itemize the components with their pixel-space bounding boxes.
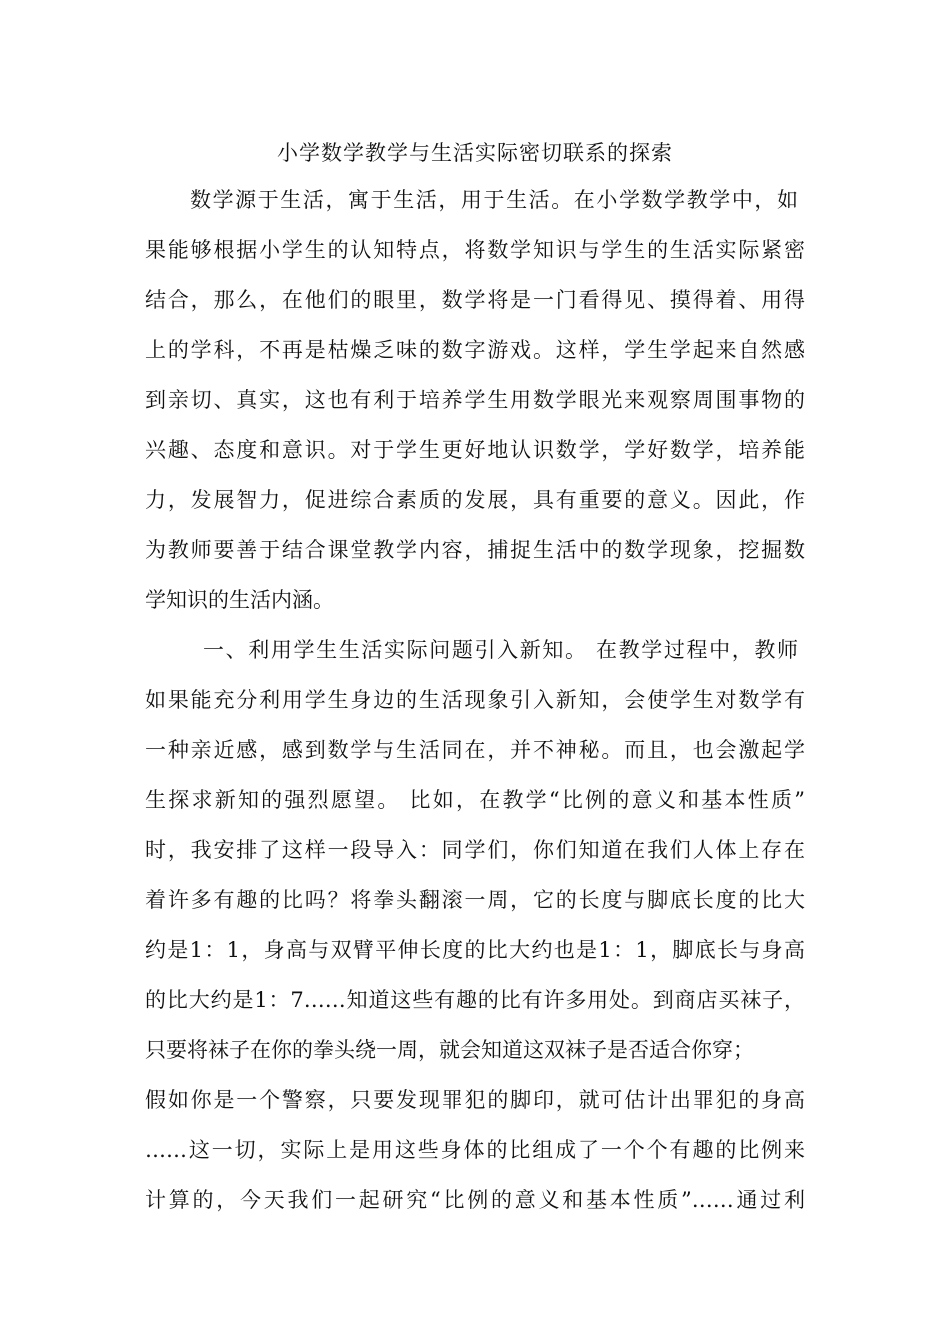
paragraph-1-line-7: 力，发展智力，促进综合素质的发展，具有重要的意义。因此，作 xyxy=(145,488,805,512)
paragraph-1-line-1: 数学源于生活，寓于生活，用于生活。在小学数学教学中，如 xyxy=(190,188,798,212)
paragraph-2-line-10: 假如你是一个警察，只要发现罪犯的脚印，就可估计出罪犯的身高 xyxy=(145,1088,805,1112)
paragraph-2-line-6: 着许多有趣的比吗？将拳头翻滚一周，它的长度与脚底长度的比大 xyxy=(145,888,805,912)
paragraph-1-line-2: 果能够根据小学生的认知特点，将数学知识与学生的生活实际紧密 xyxy=(145,238,805,262)
paragraph-1-line-6: 兴趣、态度和意识。对于学生更好地认识数学，学好数学，培养能 xyxy=(145,438,805,462)
paragraph-2-line-3: 一种亲近感，感到数学与生活同在，并不神秘。而且，也会激起学 xyxy=(145,738,805,762)
paragraph-1-line-9: 学知识的生活内涵。 xyxy=(145,588,334,612)
paragraph-2-line-12: 计算的，今天我们一起研究“比例的意义和基本性质”……通过利 xyxy=(145,1188,805,1212)
paragraph-1-line-3: 结合，那么，在他们的眼里，数学将是一门看得见、摸得着、用得 xyxy=(145,288,805,312)
paragraph-2-line-7: 约是1：1，身高与双臂平伸长度的比大约也是1：1，脚底长与身高 xyxy=(145,938,805,962)
paragraph-1-line-4: 上的学科，不再是枯燥乏味的数字游戏。这样，学生学起来自然感 xyxy=(145,338,805,362)
paragraph-2-line-11: ……这一切，实际上是用这些身体的比组成了一个个有趣的比例来 xyxy=(145,1138,805,1162)
paragraph-2-line-9: 只要将袜子在你的拳头绕一周，就会知道这双袜子是否适合你穿； xyxy=(145,1038,754,1062)
document-title: 小学数学教学与生活实际密切联系的探索 xyxy=(277,141,673,165)
paragraph-2-line-8: 的比大约是1：7……知道这些有趣的比有许多用处。到商店买袜子， xyxy=(145,988,805,1012)
paragraph-1-line-5: 到亲切、真实，这也有利于培养学生用数学眼光来观察周围事物的 xyxy=(145,388,805,412)
paragraph-2-line-4: 生探求新知的强烈愿望。 比如，在教学“比例的意义和基本性质” xyxy=(145,788,805,812)
paragraph-2-line-2: 如果能充分利用学生身边的生活现象引入新知，会使学生对数学有 xyxy=(145,688,805,712)
paragraph-2-line-1: 一、利用学生生活实际问题引入新知。 在教学过程中，教师 xyxy=(203,638,798,662)
paragraph-2-line-5: 时，我安排了这样一段导入：同学们，你们知道在我们人体上存在 xyxy=(145,838,805,862)
paragraph-1-line-8: 为教师要善于结合课堂教学内容，捕捉生活中的数学现象，挖掘数 xyxy=(145,538,805,562)
